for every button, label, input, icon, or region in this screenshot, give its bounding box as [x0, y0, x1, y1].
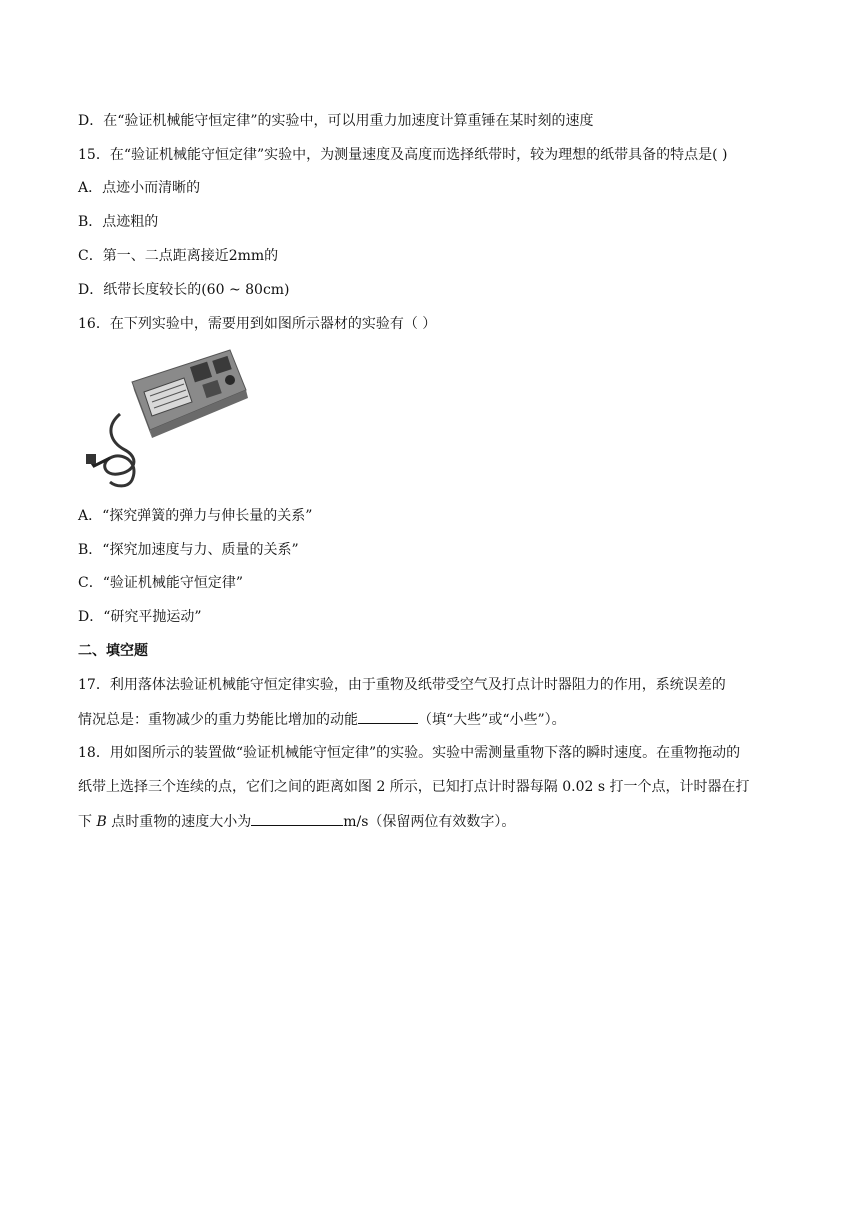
q17-line1: 17．利用落体法验证机械能守恒定律实验，由于重物及纸带受空气及打点计时器阻力的作用，系统误差的 [78, 677, 726, 693]
q16-stem: 16．在下列实验中，需要用到如图所示器材的实验有（ ） [78, 316, 437, 332]
q18-line3 [78, 811, 515, 832]
q18-var-b: B [96, 814, 107, 830]
q16-option-b: B．“探究加速度与力、质量的关系” [78, 542, 299, 558]
q17-line2 [78, 709, 566, 730]
q18-text-prefix: 下 [78, 814, 97, 830]
q16-option-a: A．“探究弹簧的弹力与伸长量的关系” [78, 508, 313, 524]
q18-line2: 纸带上选择三个连续的点，它们之间的距离如图 2 所示，已知打点计时器每隔 0.02 s 打一个点，计时器在打 [78, 779, 750, 795]
q18-text-mid: 点时重物的速度大小为 [106, 814, 252, 830]
q16-option-c: C．“验证机械能守恒定律” [78, 575, 244, 591]
q15-option-a: A．点迹小而清晰的 [78, 180, 201, 196]
q14-option-d: D．在“验证机械能守恒定律”的实验中，可以用重力加速度计算重锤在某时刻的速度 [78, 113, 594, 129]
q15-option-b: B．点迹粗的 [78, 214, 159, 230]
q17-answer-blank[interactable] [358, 709, 418, 724]
q17-text-after: （填“大些”或“小些”）。 [418, 712, 566, 728]
q18-answer-blank[interactable] [251, 811, 343, 826]
q15-stem: 15．在“验证机械能守恒定律”实验中，为测量速度及高度而选择纸带时，较为理想的纸带具备的特点是( ) [78, 147, 728, 163]
q17-text-before: 情况总是：重物减少的重力势能比增加的动能 [78, 712, 358, 728]
q18-line1: 18．用如图所示的装置做“验证机械能守恒定律”的实验。实验中需测量重物下落的瞬时速度。在重物拖动的 [78, 745, 741, 761]
q18-unit: m/s（保留两位有效数字）。 [343, 814, 516, 830]
q15-option-d: D．纸带长度较长的(60 ~ 80cm) [78, 282, 290, 298]
section-title: 二、填空题 [78, 643, 148, 659]
q16-option-d: D．“研究平抛运动” [78, 609, 202, 625]
q15-option-c: C．第一、二点距离接近2mm的 [78, 248, 279, 264]
timer-device-icon [80, 342, 250, 492]
